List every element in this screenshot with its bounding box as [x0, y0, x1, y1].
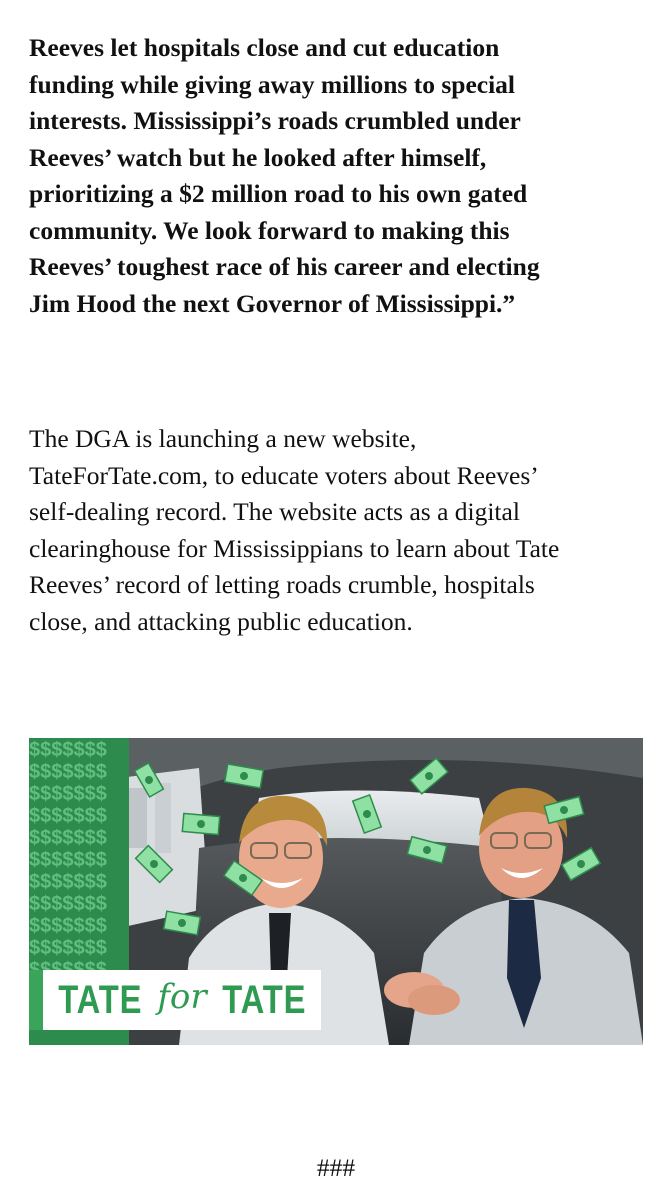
quote-line: Reeves’ watch but he looked after himself,: [29, 142, 487, 172]
svg-text:$$$$$$$: $$$$$$$: [29, 783, 107, 805]
quote-line: interests. Mississippi’s roads crumbled under: [29, 106, 521, 135]
tate-for-tate-logo: [29, 970, 321, 1030]
quote-line: Jim Hood the next Governor of Mississippi.”: [29, 288, 516, 318]
body-line: TateForTate.com, to educate voters about Reeves’: [29, 460, 539, 490]
svg-text:$$$$$$$: $$$$$$$: [29, 849, 107, 871]
logo-word-left: TATE: [58, 977, 143, 1022]
body-line: Reeves’ record of letting roads crumble, hospitals: [29, 570, 535, 599]
body-line: close, and attacking public education.: [29, 606, 413, 636]
svg-text:$$$$$$$: $$$$$$$: [29, 915, 107, 937]
quote-line: funding while giving away millions to special: [29, 69, 515, 99]
svg-text:$$$$$$$: $$$$$$$: [29, 893, 107, 915]
quote-paragraph: [29, 30, 659, 322]
body-paragraph: [29, 421, 659, 640]
quote-line: prioritizing a $2 million road to his own gated: [29, 179, 528, 208]
body-line: self-dealing record. The website acts as a digital: [29, 497, 520, 526]
svg-text:$$$$$$$: $$$$$$$: [29, 871, 107, 893]
tate-for-tate-graphic: [29, 738, 643, 1045]
svg-text:$$$$$$$: $$$$$$$: [29, 739, 107, 761]
body-line: clearinghouse for Mississippians to learn about Tate: [29, 533, 560, 563]
svg-text:$$$$$$$: $$$$$$$: [29, 805, 107, 827]
quote-line: community. We look forward to making this: [29, 215, 510, 245]
quote-line: Reeves’ toughest race of his career and electing: [29, 252, 540, 281]
quote-line: Reeves let hospitals close and cut education: [29, 33, 500, 62]
svg-text:$$$$$$$: $$$$$$$: [29, 827, 107, 849]
svg-text:$$$$$$$: $$$$$$$: [29, 937, 107, 959]
logo-word-middle: for: [157, 977, 207, 1017]
logo-accent-bar: [29, 970, 43, 1030]
body-line: The DGA is launching a new website,: [29, 424, 417, 453]
end-mark: ###: [316, 1153, 356, 1182]
svg-text:$$$$$$$: $$$$$$$: [29, 761, 107, 783]
logo-word-right: TATE: [221, 977, 306, 1022]
